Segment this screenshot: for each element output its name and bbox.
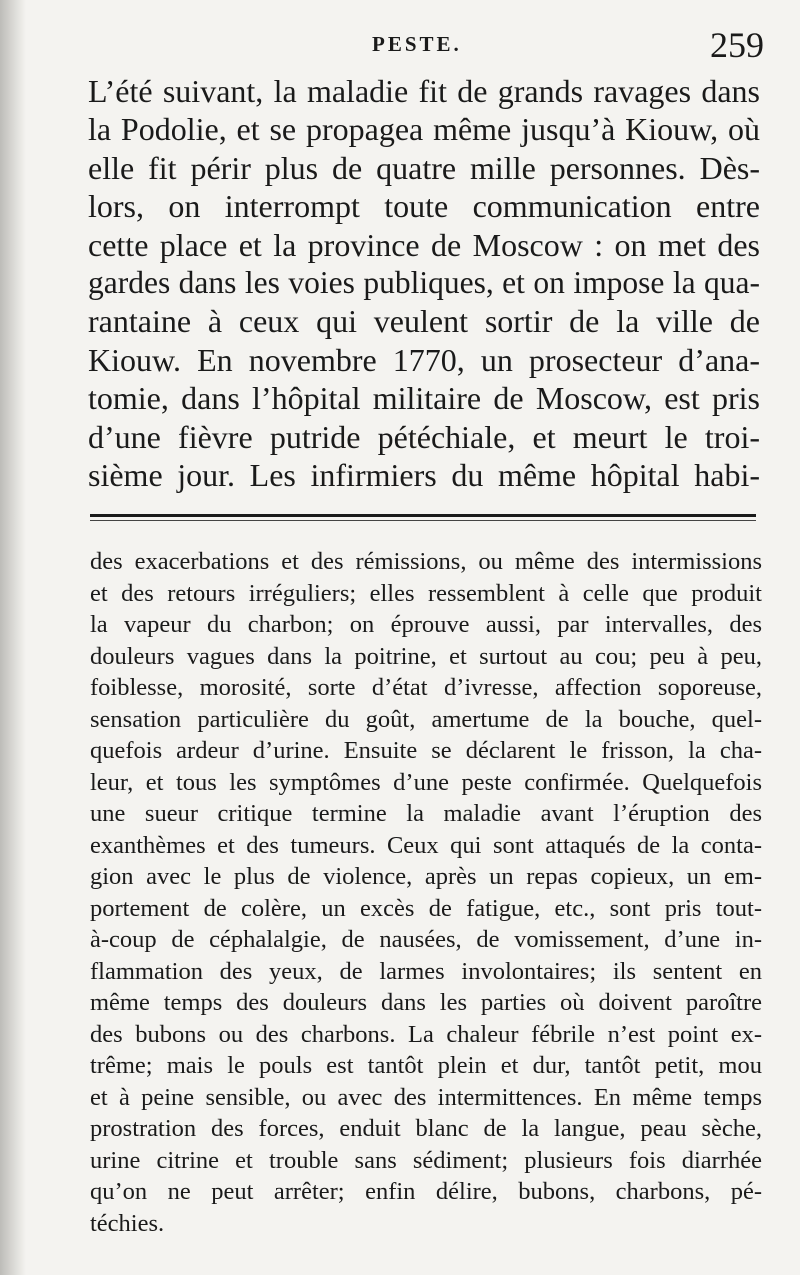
footnote-line: même temps des douleurs dans les parties où doivent paroître — [90, 989, 762, 1016]
footnote-line: téchies. — [90, 1209, 165, 1237]
running-head-title: PESTE. — [372, 32, 462, 56]
footnote-line: la vapeur du charbon; on éprouve aussi, par intervalles, des — [90, 611, 762, 638]
main-text-line: rantaine à ceux qui veulent sortir de la ville de — [88, 303, 760, 340]
main-text-line: d’une fièvre putride pétéchiale, et meurt le troi- — [88, 418, 760, 455]
footnote-line: douleurs vagues dans la poitrine, et surtout au cou; peu à peu, — [90, 642, 762, 670]
footnote-line: et des retours irréguliers; elles ressemblent à celle que produit — [90, 579, 762, 607]
footnote-line: qu’on ne peut arrêter; enfin délire, bubons, charbons, pé- — [90, 1178, 762, 1205]
main-text — [88, 72, 760, 494]
footnote-line: à-coup de céphalalgie, de nausées, de vomissement, d’une in- — [90, 926, 762, 953]
footnote-line: trême; mais le pouls est tantôt plein et dur, tantôt petit, mou — [90, 1052, 762, 1079]
main-text-line: gardes dans les voies publiques, et on impose la qua- — [88, 264, 760, 300]
binding-shadow — [0, 0, 26, 1275]
main-text-line: lors, on interrompt toute communication entre — [88, 188, 760, 225]
footnote-line: urine citrine et trouble sans sédiment; plusieurs fois diarrhée — [90, 1146, 762, 1174]
footnote-rule-thin — [90, 520, 756, 521]
main-text-line: Kiouw. En novembre 1770, un prosecteur d’ana- — [88, 341, 760, 378]
footnote-line: quefois ardeur d’urine. Ensuite se déclarent le frisson, la cha- — [90, 737, 762, 764]
main-text-line: sième jour. Les infirmiers du même hôpital habi- — [88, 456, 760, 493]
footnote-line: et à peine sensible, ou avec des intermittences. En même temps — [90, 1083, 762, 1111]
footnote-line: leur, et tous les symptômes d’une peste confirmée. Quelquefois — [90, 768, 762, 796]
footnote-line: exanthèmes et des tumeurs. Ceux qui sont attaqués de la conta- — [90, 831, 762, 859]
main-text-line: elle fit périr plus de quatre mille personnes. Dès- — [88, 149, 760, 186]
footnote-line: prostration des forces, enduit blanc de la langue, peau sèche, — [90, 1115, 762, 1142]
footnote-line: portement de colère, un excès de fatigue, etc., sont pris tout- — [90, 894, 762, 922]
page-number: 259 — [710, 25, 764, 65]
footnote-line: des exacerbations et des rémissions, ou même des intermissions — [90, 548, 762, 575]
main-text-line: la Podolie, et se propagea même jusqu’à Kiouw, où — [88, 111, 760, 148]
footnote-line: une sueur critique termine la maladie avant l’éruption des — [90, 800, 762, 827]
footnote-line: foiblesse, morosité, sorte d’état d’ivresse, affection soporeuse, — [90, 674, 762, 701]
main-text-line: L’été suivant, la maladie fit de grands ravages dans — [88, 73, 760, 109]
footnote-rule — [90, 514, 756, 517]
footnote-text — [90, 546, 762, 1239]
footnote-line: flammation des yeux, de larmes involontaires; ils sentent en — [90, 957, 762, 985]
footnote-line: gion avec le plus de violence, après un repas copieux, un em- — [90, 863, 762, 890]
footnote-line: des bubons ou des charbons. La chaleur fébrile n’est point ex- — [90, 1020, 762, 1048]
main-text-line: cette place et la province de Moscow : on met des — [88, 226, 760, 263]
running-head — [0, 25, 800, 70]
footnote-line: sensation particulière du goût, amertume de la bouche, quel- — [90, 705, 762, 733]
main-text-line: tomie, dans l’hôpital militaire de Moscow, est pris — [88, 380, 760, 417]
